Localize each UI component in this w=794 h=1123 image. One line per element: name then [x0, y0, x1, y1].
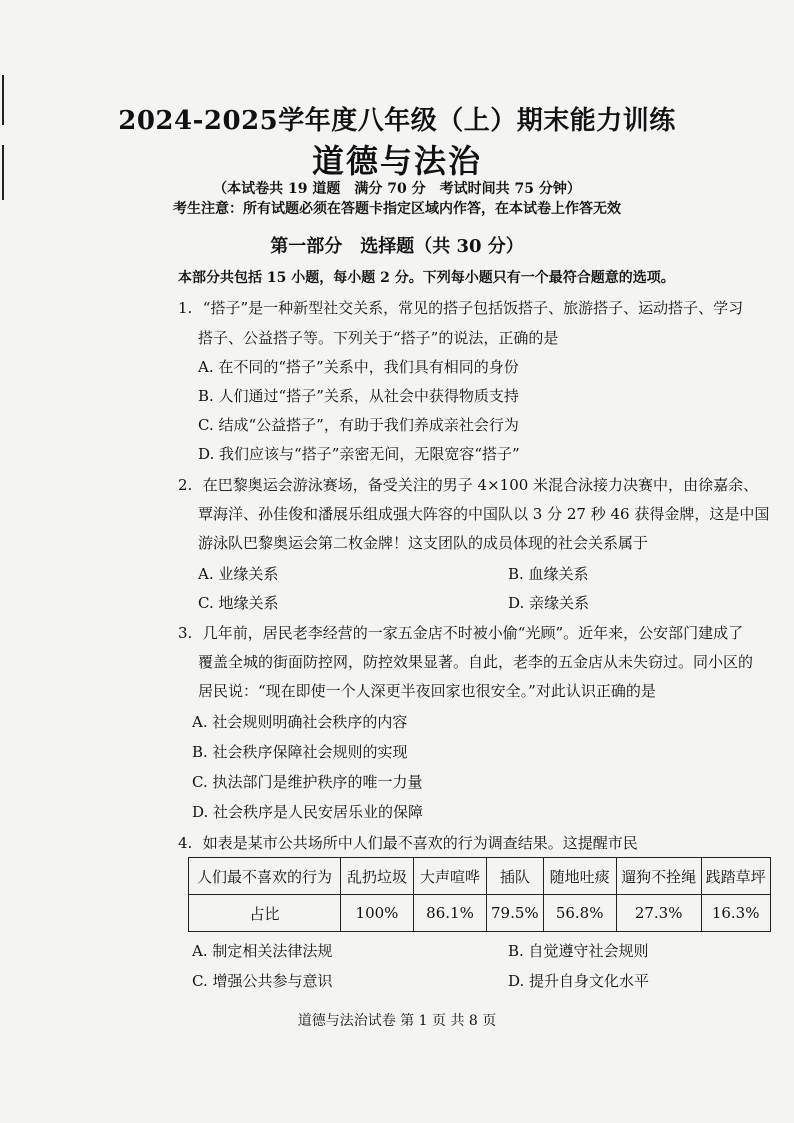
answer-option: D. 亲缘关系: [508, 594, 590, 612]
question-stem: [178, 474, 758, 495]
answer-option: A. 社会规则明确社会秩序的内容: [192, 713, 408, 731]
question-stem-line: 覃海洋、孙佳俊和潘展乐组成强大阵容的中国队以 3 分 27 秒 46 获得金牌，这是中国: [198, 505, 770, 523]
table-cell: 56.8%: [543, 895, 616, 932]
answer-option: C. 增强公共参与意识: [192, 972, 333, 990]
table-header-row: [189, 858, 771, 895]
question-number: 3.: [178, 624, 193, 642]
exam-info: （本试卷共 19 道题 满分 70 分 考试时间共 75 分钟）: [213, 181, 581, 197]
table-cell: 占比: [189, 895, 341, 932]
question-stem-line: 游泳队巴黎奥运会第二枚金牌！这支团队的成员体现的社会关系属于: [198, 534, 649, 552]
question-number: 4.: [178, 834, 193, 852]
exam-title-subject: 道德与法治: [311, 142, 482, 180]
table-header-cell: 人们最不喜欢的行为: [189, 858, 341, 895]
answer-option: D. 提升自身文化水平: [508, 972, 650, 990]
answer-option: B. 血缘关系: [508, 565, 589, 583]
question-number: 1.: [178, 299, 193, 317]
survey-table: [188, 857, 771, 932]
question-number: 2.: [178, 476, 193, 494]
answer-option: D. 社会秩序是人民安居乐业的保障: [192, 803, 424, 821]
answer-option: B. 自觉遵守社会规则: [508, 942, 649, 960]
question-stem: [178, 832, 638, 853]
table-row: [189, 895, 771, 932]
question-stem: [178, 297, 743, 318]
answer-option: B. 人们通过“搭子”关系，从社会中获得物质支持: [198, 387, 519, 405]
exam-notice: 考生注意：所有试题必须在答题卡指定区域内作答，在本试卷上作答无效: [173, 201, 621, 217]
answer-option: C. 地缘关系: [198, 594, 279, 612]
table-cell: 79.5%: [487, 895, 544, 932]
answer-option: C. 执法部门是维护秩序的唯一力量: [192, 773, 423, 791]
table-cell: 100%: [341, 895, 414, 932]
answer-option: D. 我们应该与“搭子”亲密无间，无限宽容“搭子”: [198, 445, 520, 463]
question-stem-line: 覆盖全城的街面防控网，防控效果显著。自此，老李的五金店从未失窃过。同小区的: [198, 653, 754, 671]
answer-option: B. 社会秩序保障社会规则的实现: [192, 743, 408, 761]
answer-option: A. 在不同的“搭子”关系中，我们具有相同的身份: [198, 358, 519, 376]
table-header-cell: 随地吐痰: [543, 858, 616, 895]
answer-option: A. 业缘关系: [198, 565, 279, 583]
table-header-cell: 插队: [487, 858, 544, 895]
question-stem: [178, 622, 743, 643]
question-stem-line: “搭子”是一种新型社交关系，常见的搭子包括饭搭子、旅游搭子、运动搭子、学习: [202, 299, 744, 317]
page-footer: 道德与法治试卷 第 1 页 共 8 页: [297, 1013, 497, 1029]
table-cell: 16.3%: [701, 895, 770, 932]
part-instructions: 本部分共包括 15 小题，每小题 2 分。下列每小题只有一个最符合题意的选项。: [178, 270, 675, 286]
question-stem-line: 居民说：“现在即使一个人深更半夜回家也很安全。”对此认识正确的是: [198, 682, 656, 700]
table-header-cell: 大声喧哗: [414, 858, 487, 895]
table-header-cell: 乱扔垃圾: [341, 858, 414, 895]
answer-option: A. 制定相关法律法规: [192, 942, 333, 960]
question-stem-line: 几年前，居民老李经营的一家五金店不时被小偷“光顾”。近年来，公安部门建成了: [202, 624, 744, 642]
table-cell: 27.3%: [616, 895, 701, 932]
question-stem-line: 在巴黎奥运会游泳赛场，备受关注的男子 4×100 米混合泳接力决赛中，由徐嘉余、: [202, 476, 759, 494]
table-header-cell: 遛狗不拴绳: [616, 858, 701, 895]
part-title: 第一部分 选择题（共 30 分）: [270, 236, 524, 257]
question-stem-line: 搭子、公益搭子等。下列关于“搭子”的说法，正确的是: [198, 329, 559, 347]
exam-title-year: 2024-2025学年度八年级（上）期末能力训练: [118, 106, 676, 136]
answer-option: C. 结成“公益搭子”，有助于我们养成亲社会行为: [198, 416, 519, 434]
table-cell: 86.1%: [414, 895, 487, 932]
table-header-cell: 践踏草坪: [701, 858, 770, 895]
question-stem-line: 如表是某市公共场所中人们最不喜欢的行为调查结果。这提醒市民: [202, 834, 638, 852]
